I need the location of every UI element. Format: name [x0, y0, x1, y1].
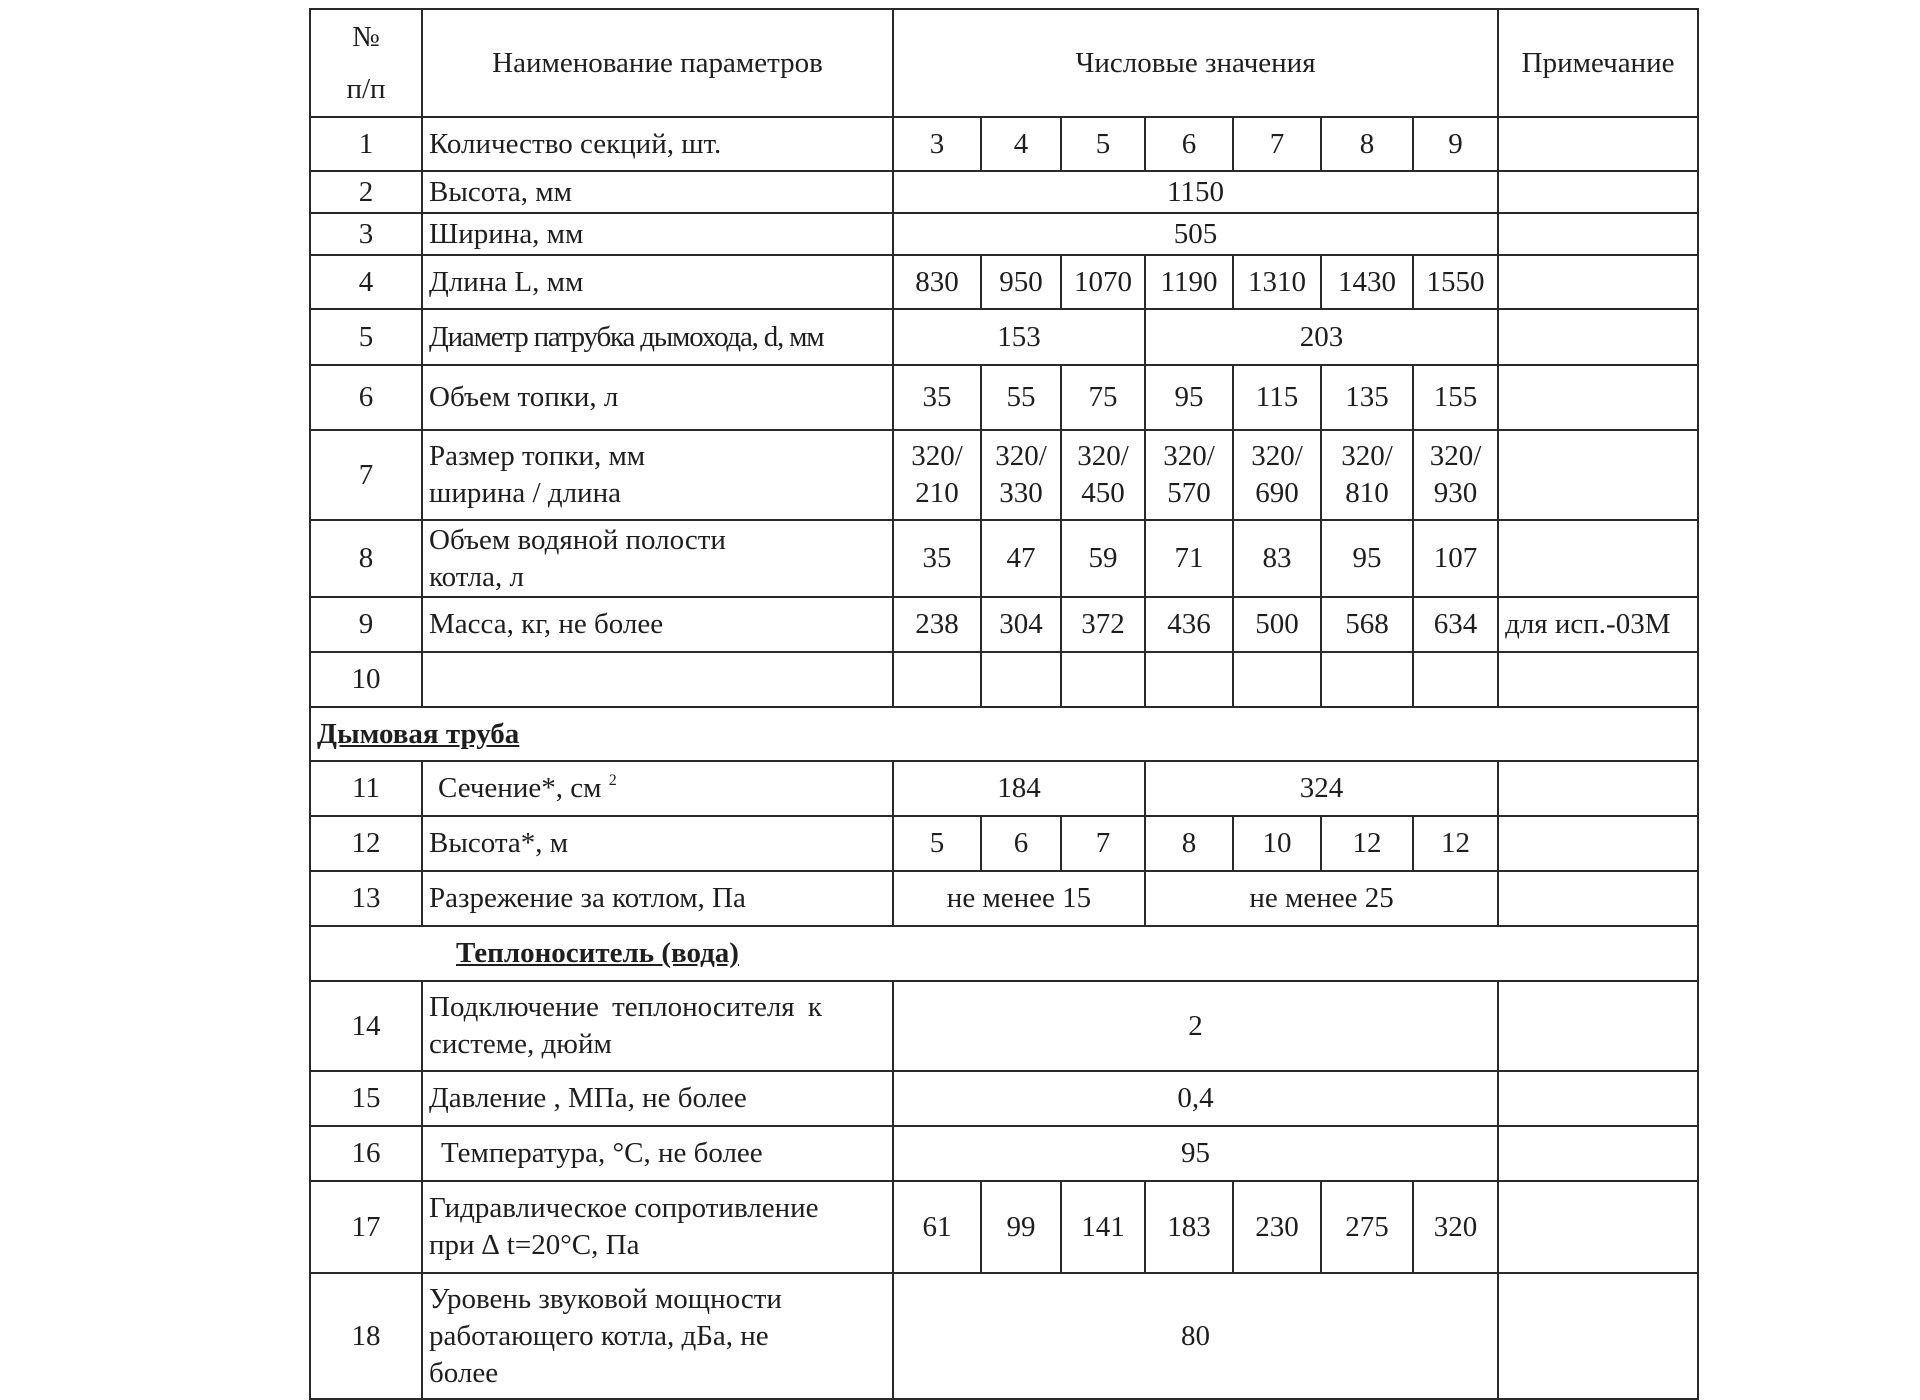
row-value: 500 — [1233, 597, 1321, 652]
section-row — [310, 926, 1698, 981]
row-name-line: работающего котла, дБа, не — [429, 1319, 769, 1352]
row-num: 8 — [310, 520, 422, 597]
row-num: 9 — [310, 597, 422, 652]
row-value-group: 324 — [1145, 761, 1498, 816]
row-value: 320/ 210 — [893, 430, 981, 520]
row-value: 320/ 570 — [1145, 430, 1233, 520]
row-name — [422, 520, 893, 597]
row-value: 1070 — [1061, 255, 1145, 309]
row-value: 4 — [981, 117, 1061, 171]
row-name-line: при ∆ t=20°С, Па — [429, 1229, 640, 1261]
row-value: 436 — [1145, 597, 1233, 652]
row-value: 1310 — [1233, 255, 1321, 309]
row-value — [981, 652, 1061, 707]
row-note — [1498, 430, 1698, 520]
row-value-group: 153 — [893, 309, 1145, 365]
row-note — [1498, 871, 1698, 926]
row-note — [1498, 213, 1698, 255]
row-value: 304 — [981, 597, 1061, 652]
row-note — [1498, 652, 1698, 707]
row-value-group: не менее 15 — [893, 871, 1145, 926]
header-num: № п/п — [310, 9, 422, 117]
row-value-group: 184 — [893, 761, 1145, 816]
row-value-group: не менее 25 — [1145, 871, 1498, 926]
row-value: 372 — [1061, 597, 1145, 652]
header-name: Наименование параметров — [422, 9, 893, 117]
row-num: 17 — [310, 1181, 422, 1273]
row-value: 12 — [1321, 816, 1413, 871]
row-value: 71 — [1145, 520, 1233, 597]
row-value: 7 — [1061, 816, 1145, 871]
row-name-superscript: 2 — [608, 772, 617, 789]
row-name — [422, 430, 893, 520]
row-name: Давление , МПа, не более — [422, 1071, 893, 1126]
row-note — [1498, 117, 1698, 171]
section-title-coolant: Теплоноситель (вода) — [310, 926, 1698, 981]
table-row — [310, 213, 1698, 255]
row-num: 15 — [310, 1071, 422, 1126]
row-value: 8 — [1145, 816, 1233, 871]
row-name-line: более — [429, 1356, 499, 1389]
table-row — [310, 520, 1698, 597]
row-note: для исп.-03М — [1498, 597, 1698, 652]
table-row — [310, 255, 1698, 309]
row-value: 8 — [1321, 117, 1413, 171]
row-value — [893, 652, 981, 707]
row-value: 75 — [1061, 365, 1145, 430]
row-note — [1498, 255, 1698, 309]
row-name: Высота*, м — [422, 816, 893, 871]
row-value: 135 — [1321, 365, 1413, 430]
row-value: 115 — [1233, 365, 1321, 430]
row-name: Ширина, мм — [422, 213, 893, 255]
table-row — [310, 652, 1698, 707]
row-value: 141 — [1061, 1181, 1145, 1273]
row-num: 5 — [310, 309, 422, 365]
table-row — [310, 1071, 1698, 1126]
row-value: 320/ 690 — [1233, 430, 1321, 520]
row-value: 3 — [893, 117, 981, 171]
row-num: 11 — [310, 761, 422, 816]
row-note — [1498, 365, 1698, 430]
row-num: 6 — [310, 365, 422, 430]
row-value: 12 — [1413, 816, 1498, 871]
row-value: 320 — [1413, 1181, 1498, 1273]
row-name: Диаметр патрубка дымохода, d, мм — [422, 309, 893, 365]
row-num: 2 — [310, 171, 422, 213]
row-num: 7 — [310, 430, 422, 520]
row-value: 35 — [893, 520, 981, 597]
header-note: Примечание — [1498, 9, 1698, 117]
row-value: 830 — [893, 255, 981, 309]
row-value: 61 — [893, 1181, 981, 1273]
row-value: 5 — [1061, 117, 1145, 171]
parameters-table — [309, 8, 1699, 1400]
row-name: Количество секций, шт. — [422, 117, 893, 171]
row-value: 10 — [1233, 816, 1321, 871]
row-value: 95 — [1321, 520, 1413, 597]
row-value: 6 — [1145, 117, 1233, 171]
section-title-smoke-pipe: Дымовая труба — [310, 707, 1698, 761]
row-note — [1498, 816, 1698, 871]
row-value: 83 — [1233, 520, 1321, 597]
row-name: Объем топки, л — [422, 365, 893, 430]
row-value: 238 — [893, 597, 981, 652]
table-row — [310, 1181, 1698, 1273]
row-value-merged: 1150 — [893, 171, 1498, 213]
row-value: 95 — [1145, 365, 1233, 430]
row-value: 320/ 930 — [1413, 430, 1498, 520]
row-name-line: Объем водяной полости — [429, 523, 726, 556]
row-note — [1498, 1126, 1698, 1181]
row-value: 950 — [981, 255, 1061, 309]
row-value: 1550 — [1413, 255, 1498, 309]
table-row — [310, 1126, 1698, 1181]
row-value-merged: 2 — [893, 981, 1498, 1071]
row-note — [1498, 1273, 1698, 1399]
row-name: Температура, °С, не более — [422, 1126, 893, 1181]
table-row — [310, 597, 1698, 652]
table-row — [310, 430, 1698, 520]
row-value: 6 — [981, 816, 1061, 871]
row-name-line: ширина / длина — [429, 477, 621, 509]
row-name — [422, 1181, 893, 1273]
table-row — [310, 171, 1698, 213]
row-value — [1413, 652, 1498, 707]
row-value: 99 — [981, 1181, 1061, 1273]
row-name-line: Уровень звуковой мощности — [429, 1282, 782, 1315]
row-name-line: Размер топки, мм — [429, 440, 646, 472]
row-name-line: системе, дюйм — [429, 1028, 612, 1060]
row-value: 107 — [1413, 520, 1498, 597]
row-name: Масса, кг, не более — [422, 597, 893, 652]
row-value: 634 — [1413, 597, 1498, 652]
table-row — [310, 981, 1698, 1071]
row-value: 568 — [1321, 597, 1413, 652]
row-value: 320/ 810 — [1321, 430, 1413, 520]
row-name-text: Сечение*, см — [438, 772, 602, 804]
section-row — [310, 707, 1698, 761]
row-value: 5 — [893, 816, 981, 871]
row-name: Длина L, мм — [422, 255, 893, 309]
row-name-line: Гидравлическое сопротивление — [429, 1192, 819, 1224]
row-note — [1498, 309, 1698, 365]
row-value-group: 203 — [1145, 309, 1498, 365]
row-value: 9 — [1413, 117, 1498, 171]
row-value-merged: 95 — [893, 1126, 1498, 1181]
row-value: 35 — [893, 365, 981, 430]
row-note — [1498, 981, 1698, 1071]
row-num: 12 — [310, 816, 422, 871]
row-value — [1233, 652, 1321, 707]
row-value — [1321, 652, 1413, 707]
row-value: 1430 — [1321, 255, 1413, 309]
row-num: 3 — [310, 213, 422, 255]
row-note — [1498, 761, 1698, 816]
table-row — [310, 816, 1698, 871]
row-num: 18 — [310, 1273, 422, 1399]
row-value: 275 — [1321, 1181, 1413, 1273]
row-name — [422, 652, 893, 707]
table-row — [310, 117, 1698, 171]
row-name: Разрежение за котлом, Па — [422, 871, 893, 926]
row-name-line: Подключение теплоносителя к — [429, 991, 822, 1023]
row-value: 55 — [981, 365, 1061, 430]
row-value-merged: 80 — [893, 1273, 1498, 1399]
row-value: 155 — [1413, 365, 1498, 430]
row-note — [1498, 1181, 1698, 1273]
table-row — [310, 1273, 1698, 1399]
row-note — [1498, 171, 1698, 213]
row-value — [1145, 652, 1233, 707]
row-value: 7 — [1233, 117, 1321, 171]
row-note — [1498, 520, 1698, 597]
table-row — [310, 309, 1698, 365]
row-name — [422, 761, 893, 816]
row-num: 13 — [310, 871, 422, 926]
row-num: 1 — [310, 117, 422, 171]
row-value-merged: 0,4 — [893, 1071, 1498, 1126]
table-row — [310, 761, 1698, 816]
row-value: 59 — [1061, 520, 1145, 597]
row-name — [422, 1273, 893, 1399]
table-row — [310, 871, 1698, 926]
row-value: 47 — [981, 520, 1061, 597]
row-num: 10 — [310, 652, 422, 707]
row-value — [1061, 652, 1145, 707]
row-name-line: котла, л — [429, 560, 525, 593]
row-num: 4 — [310, 255, 422, 309]
header-values: Числовые значения — [893, 9, 1498, 117]
row-num: 14 — [310, 981, 422, 1071]
row-num: 16 — [310, 1126, 422, 1181]
row-value: 320/ 450 — [1061, 430, 1145, 520]
table-row — [310, 365, 1698, 430]
row-note — [1498, 1071, 1698, 1126]
row-value: 183 — [1145, 1181, 1233, 1273]
row-value: 230 — [1233, 1181, 1321, 1273]
table-header-row — [310, 9, 1698, 117]
row-value: 1190 — [1145, 255, 1233, 309]
row-name: Высота, мм — [422, 171, 893, 213]
row-name — [422, 981, 893, 1071]
row-value: 320/ 330 — [981, 430, 1061, 520]
row-value-merged: 505 — [893, 213, 1498, 255]
